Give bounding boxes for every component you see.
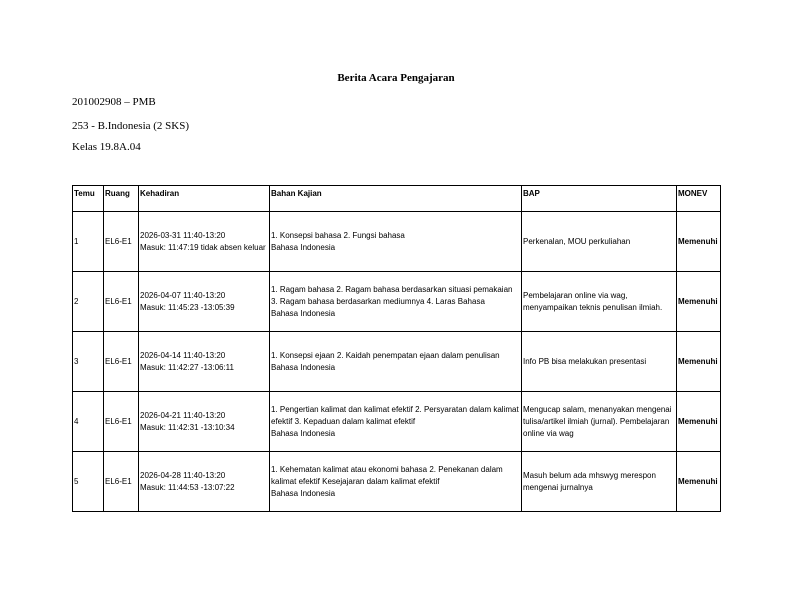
schedule-time: 2026-04-21 11:40-13:20 [140, 410, 226, 420]
subject-text: Bahasa Indonesia [271, 308, 336, 318]
cell-bap [522, 332, 677, 392]
cell-bap [522, 212, 677, 272]
cell-kehadiran [139, 272, 270, 332]
schedule-time: 2026-04-14 11:40-13:20 [140, 350, 226, 360]
bap-text: Perkenalan, MOU perkuliahan [523, 236, 631, 246]
cell-bahan-kajian [270, 212, 522, 272]
cell-temu: 1 [73, 212, 104, 272]
attendance-time: Masuk: 11:45:23 -13:05:39 [140, 302, 235, 312]
cell-monev: Memenuhi [677, 332, 721, 392]
subject-text: Bahasa Indonesia [271, 428, 336, 438]
cell-ruang: EL6-E1 [104, 332, 139, 392]
bap-text: Pembelajaran online via wag, menyampaikan teknis penulisan ilmiah. [523, 290, 663, 312]
topic-text: 1. Ragam bahasa 2. Ragam bahasa berdasarkan situasi pemakaian 3. Ragam bahasa berdasarkan mediumnya 4. Laras Bahasa [271, 284, 513, 306]
bap-text: Mengucap salam, menanyakan mengenai tulisa/artikel ilmiah (jurnal). Pembelajaran online via wag [523, 404, 672, 438]
cell-bahan-kajian [270, 392, 522, 452]
cell-temu: 4 [73, 392, 104, 452]
header-ruang: Ruang [104, 186, 139, 212]
cell-bahan-kajian [270, 272, 522, 332]
bap-text: Info PB bisa melakukan presentasi [523, 356, 647, 366]
cell-ruang: EL6-E1 [104, 392, 139, 452]
cell-kehadiran [139, 392, 270, 452]
class-line: Kelas 19.8A.04 [72, 141, 141, 153]
subject-text: Bahasa Indonesia [271, 362, 336, 372]
cell-ruang: EL6-E1 [104, 212, 139, 272]
schedule-time: 2026-03-31 11:40-13:20 [140, 230, 226, 240]
table-header-row [73, 186, 721, 212]
cell-temu: 2 [73, 272, 104, 332]
header-bap: BAP [522, 186, 677, 212]
cell-ruang: EL6-E1 [104, 272, 139, 332]
table-row [73, 392, 721, 452]
cell-bap [522, 452, 677, 512]
cell-kehadiran [139, 212, 270, 272]
document-title: Berita Acara Pengajaran [337, 72, 455, 84]
cell-monev: Memenuhi [677, 392, 721, 452]
topic-text: 1. Pengertian kalimat dan kalimat efektif 2. Persyaratan dalam kalimat efektif 3. Kepaduan dalam kalimat efektif [271, 404, 519, 426]
table-row [73, 272, 721, 332]
topic-text: 1. Kehematan kalimat atau ekonomi bahasa 2. Penekanan dalam kalimat efektif Kesejajaran dalam kalimat efektif [271, 464, 503, 486]
header-temu: Temu [73, 186, 104, 212]
table-row [73, 212, 721, 272]
attendance-time: Masuk: 11:42:27 -13:06:11 [140, 362, 234, 372]
cell-bap [522, 392, 677, 452]
cell-temu: 5 [73, 452, 104, 512]
cell-monev: Memenuhi [677, 272, 721, 332]
attendance-time: Masuk: 11:44:53 -13:07:22 [140, 482, 235, 492]
cell-kehadiran [139, 452, 270, 512]
header-kehadiran: Kehadiran [139, 186, 270, 212]
attendance-time: Masuk: 11:47:19 tidak absen keluar [140, 242, 266, 252]
teaching-record-table [72, 185, 721, 512]
course-code-line: 201002908 – PMB [72, 96, 156, 108]
cell-temu: 3 [73, 332, 104, 392]
subject-text: Bahasa Indonesia [271, 488, 336, 498]
cell-bahan-kajian [270, 332, 522, 392]
cell-monev: Memenuhi [677, 212, 721, 272]
cell-ruang: EL6-E1 [104, 452, 139, 512]
subject-text: Bahasa Indonesia [271, 242, 336, 252]
topic-text: 1. Konsepsi ejaan 2. Kaidah penempatan ejaan dalam penulisan [271, 350, 500, 360]
schedule-time: 2026-04-07 11:40-13:20 [140, 290, 226, 300]
cell-bap [522, 272, 677, 332]
table-row [73, 332, 721, 392]
bap-text: Masuh belum ada mhswyg merespon mengenai jurnalnya [523, 470, 656, 492]
cell-bahan-kajian [270, 452, 522, 512]
cell-monev: Memenuhi [677, 452, 721, 512]
course-name-line: 253 - B.Indonesia (2 SKS) [72, 120, 190, 132]
schedule-time: 2026-04-28 11:40-13:20 [140, 470, 226, 480]
table-row [73, 452, 721, 512]
cell-kehadiran [139, 332, 270, 392]
header-monev: MONEV [677, 186, 721, 212]
header-bahan-kajian: Bahan Kajian [270, 186, 522, 212]
topic-text: 1. Konsepsi bahasa 2. Fungsi bahasa [271, 230, 405, 240]
attendance-time: Masuk: 11:42:31 -13:10:34 [140, 422, 235, 432]
